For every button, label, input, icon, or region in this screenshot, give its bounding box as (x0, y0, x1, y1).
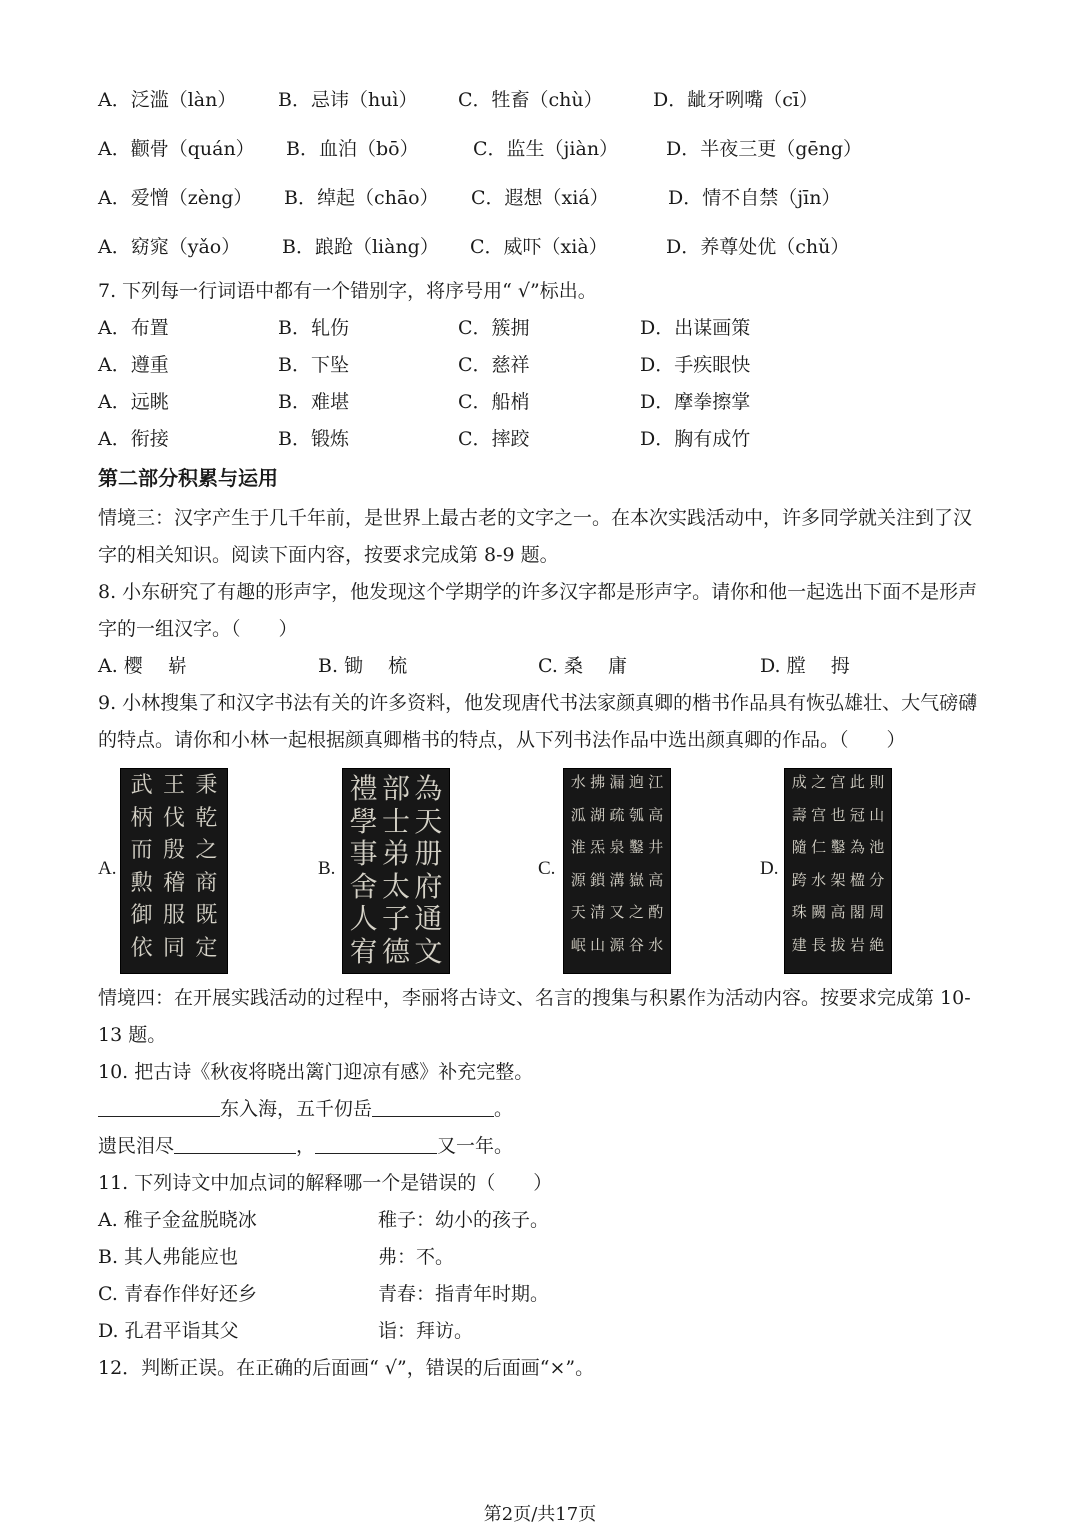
calligraphy-glyph: 則 (869, 773, 885, 791)
calligraphy-glyph: 為 (849, 838, 865, 856)
calligraphy-glyph: 伐 (162, 805, 185, 831)
calligraphy-glyph: 同 (162, 935, 185, 961)
calligraphy-glyph: 泒 (570, 805, 586, 824)
calligraphy-glyph: 仁 (811, 838, 827, 856)
calligraphy-glyph: 禮 (349, 772, 378, 805)
calligraphy-glyph: 秉 (195, 773, 218, 798)
calligraphy-glyph: 既 (195, 903, 218, 928)
q6-row-4 (98, 232, 982, 262)
option-a: A．颧骨（quán） (98, 138, 255, 160)
q6-row-3 (98, 183, 982, 213)
q7-stem: 7. 下列每一行词语中都有一个错别字，将序号用“ √”标出。 (98, 280, 597, 302)
poem-text: 又一年。 (437, 1135, 514, 1157)
calligraphy-glyph: 此 (849, 773, 865, 791)
option-d: D．出谋画策 (640, 317, 751, 339)
calligraphy-glyph: 學 (349, 804, 378, 838)
q11-item-text: B. 其人弗能应也 (98, 1246, 239, 1268)
option-b: B．轧伤 (278, 317, 349, 339)
option-c: C．簇拥 (458, 317, 530, 339)
q11-item-a (98, 1205, 982, 1235)
q6-row-2 (98, 134, 982, 164)
q11-stem: 11. 下列诗文中加点词的解释哪一个是错误的（ ） (98, 1172, 553, 1194)
q7-row-4 (98, 424, 982, 454)
calligraphy-glyph: 泉 (609, 838, 625, 856)
option-d: D．半夜三更（gēng） (666, 138, 863, 160)
calligraphy-glyph: 湖 (590, 805, 606, 824)
option-b: B．绰起（chāo） (284, 187, 439, 209)
q7-row-1 (98, 313, 982, 343)
calligraphy-image-d (784, 768, 892, 974)
option-a: A．爱憎（zèng） (98, 187, 253, 209)
q8-options (98, 651, 982, 681)
calligraphy-glyph: 御 (130, 903, 153, 928)
calligraphy-glyph: 又 (609, 903, 625, 921)
q11-item-explanation: 稚子：幼小的孩子。 (378, 1209, 550, 1231)
calligraphy-glyph: 宫 (830, 773, 846, 791)
calligraphy-glyph: 逈 (628, 773, 644, 791)
answer-blank[interactable] (372, 1096, 494, 1117)
option-b: B. 锄 梳 (318, 655, 408, 677)
q11-item-explanation: 弗：不。 (378, 1246, 455, 1268)
calligraphy-glyph: 岩 (849, 935, 865, 954)
scene3-text-2: 字的相关知识。阅读下面内容，按要求完成第 8-9 题。 (98, 544, 559, 566)
calligraphy-glyph: 之 (811, 773, 827, 791)
q10-line-2 (98, 1131, 988, 1161)
q11-item-text: C. 青春作伴好还乡 (98, 1283, 257, 1305)
option-d: D. 膛 拇 (760, 655, 850, 677)
calligraphy-glyph: 定 (195, 935, 218, 961)
calligraphy-glyph: 岷 (570, 935, 586, 954)
poem-text: 遗民泪尽 (98, 1135, 175, 1157)
calligraphy-glyph: 士 (381, 804, 410, 838)
calligraphy-glyph: 高 (648, 805, 664, 824)
option-d: D．情不自禁（jīn） (668, 187, 841, 209)
option-d: D．胸有成竹 (640, 428, 751, 450)
scene3-text-1: 情境三：汉字产生于几千年前，是世界上最古老的文字之一。在本次实践活动中，许多同学就关注到了汉 (98, 507, 973, 529)
calligraphy-glyph: 稽 (162, 870, 185, 896)
calligraphy-glyph: 鑿 (628, 838, 644, 856)
calligraphy-glyph: 山 (590, 935, 606, 954)
calligraphy-glyph: 通 (414, 902, 443, 935)
calligraphy-glyph: 高 (830, 903, 846, 921)
calligraphy-glyph: 拂 (590, 773, 606, 791)
option-a: A．遵重 (98, 354, 169, 376)
calligraphy-glyph: 拔 (830, 935, 846, 954)
q11-item-c (98, 1279, 982, 1309)
calligraphy-glyph: 王 (162, 773, 185, 798)
q8-stem-2: 字的一组汉字。（ ） (98, 618, 298, 640)
calligraphy-glyph: 清 (590, 903, 606, 921)
option-c: C．船梢 (458, 391, 530, 413)
option-d: D．摩拳擦掌 (640, 391, 751, 413)
q8-stem-1: 8. 小东研究了有趣的形声字，他发现这个学期学的许多汉字都是形声字。请你和他一起选出下面不是形声 (98, 581, 978, 603)
calligraphy-glyph: 宥 (349, 934, 378, 968)
calligraphy-label-b: B. (318, 858, 336, 879)
option-b: B．难堪 (278, 391, 349, 413)
calligraphy-glyph: 之 (628, 903, 644, 921)
calligraphy-glyph: 乾 (195, 805, 218, 831)
calligraphy-glyph: 而 (130, 838, 153, 863)
option-b: B．下坠 (278, 354, 349, 376)
calligraphy-image-a (120, 768, 228, 974)
calligraphy-glyph: 水 (570, 773, 586, 791)
calligraphy-glyph: 事 (349, 837, 378, 870)
calligraphy-glyph: 服 (162, 903, 185, 928)
option-a: A．布置 (98, 317, 169, 339)
option-c: C．遐想（xiá） (471, 187, 609, 209)
calligraphy-glyph: 瓠 (628, 805, 644, 824)
calligraphy-glyph: 冠 (849, 805, 865, 824)
option-d: D．龇牙咧嘴（cī） (653, 89, 818, 111)
calligraphy-glyph: 絶 (869, 935, 885, 954)
poem-text: ， (296, 1135, 316, 1157)
option-b: B．血泊（bō） (286, 138, 419, 160)
calligraphy-glyph: 酌 (648, 903, 664, 921)
calligraphy-glyph: 壽 (791, 805, 807, 824)
calligraphy-glyph: 也 (830, 805, 846, 824)
q7-row-2 (98, 350, 982, 380)
calligraphy-glyph: 為 (414, 772, 443, 805)
poem-text: 。 (494, 1098, 514, 1120)
calligraphy-glyph: 江 (648, 773, 664, 791)
calligraphy-glyph: 谷 (628, 935, 644, 954)
calligraphy-glyph: 殷 (162, 838, 185, 863)
q7-row-3 (98, 387, 982, 417)
calligraphy-glyph: 閣 (849, 903, 865, 921)
calligraphy-glyph: 鑿 (830, 838, 846, 856)
calligraphy-glyph: 舍 (349, 869, 378, 903)
calligraphy-glyph: 建 (791, 935, 807, 954)
calligraphy-glyph: 井 (648, 838, 664, 856)
calligraphy-glyph: 珠 (791, 903, 807, 921)
calligraphy-glyph: 武 (130, 773, 153, 798)
q10-line-1 (98, 1094, 988, 1124)
q11-item-b (98, 1242, 982, 1272)
option-a: A．窈窕（yǎo） (98, 236, 241, 258)
calligraphy-glyph: 人 (349, 902, 378, 935)
calligraphy-glyph: 水 (811, 870, 827, 889)
option-b: B．踉跄（liàng） (282, 236, 439, 258)
scene4-text-1: 情境四：在开展实践活动的过程中，李丽将古诗文、名言的搜集与积累作为活动内容。按要求完成第 10- (98, 987, 971, 1009)
calligraphy-glyph: 源 (570, 870, 586, 889)
option-a: A．泛滥（làn） (98, 89, 237, 111)
calligraphy-glyph: 漏 (609, 773, 625, 791)
page-number: 第2页/共17页 (483, 1504, 597, 1525)
q11-item-explanation: 诣：拜访。 (378, 1320, 474, 1342)
calligraphy-label-c: C. (538, 858, 556, 879)
option-b: B．锻炼 (278, 428, 349, 450)
calligraphy-glyph: 府 (414, 869, 443, 903)
option-c: C．摔跤 (458, 428, 530, 450)
calligraphy-glyph: 依 (130, 935, 153, 961)
calligraphy-glyph: 周 (869, 903, 885, 921)
q10-stem: 10. 把古诗《秋夜将晓出篱门迎凉有感》补充完整。 (98, 1061, 534, 1083)
q6-row-1 (98, 85, 982, 115)
calligraphy-glyph: 子 (381, 902, 410, 935)
calligraphy-glyph: 天 (570, 903, 586, 921)
calligraphy-glyph: 溝 (609, 870, 625, 889)
calligraphy-glyph: 部 (381, 772, 410, 805)
calligraphy-glyph: 炁 (590, 838, 606, 856)
answer-blank[interactable] (315, 1133, 437, 1154)
q9-stem-2: 的特点。请你和小林一起根据颜真卿楷书的特点，从下列书法作品中选出颜真卿的作品。（ ） (98, 729, 906, 751)
calligraphy-label-d: D. (760, 858, 779, 879)
calligraphy-glyph: 册 (414, 837, 443, 870)
calligraphy-glyph: 隨 (791, 838, 807, 856)
option-c: C．威吓（xià） (470, 236, 608, 258)
calligraphy-glyph: 高 (648, 870, 664, 889)
calligraphy-glyph: 鎖 (590, 870, 606, 889)
calligraphy-image-c (563, 768, 671, 974)
calligraphy-glyph: 商 (195, 870, 218, 896)
calligraphy-glyph: 之 (195, 838, 218, 863)
option-d: D．手疾眼快 (640, 354, 751, 376)
calligraphy-glyph: 淮 (570, 838, 586, 856)
q11-item-text: D. 孔君平诣其父 (98, 1320, 239, 1342)
q11-item-explanation: 青春：指青年时期。 (378, 1283, 550, 1305)
calligraphy-glyph: 弟 (381, 837, 410, 870)
calligraphy-glyph: 柄 (130, 805, 153, 831)
calligraphy-glyph: 架 (830, 870, 846, 889)
calligraphy-glyph: 文 (414, 934, 443, 968)
calligraphy-glyph: 太 (381, 869, 410, 903)
option-a: A．远眺 (98, 391, 169, 413)
q11-item-text: A. 稚子金盆脱晓冰 (98, 1209, 257, 1231)
q11-item-d (98, 1316, 982, 1346)
section-heading: 第二部分积累与运用 (98, 466, 278, 490)
calligraphy-glyph: 分 (869, 870, 885, 889)
answer-blank[interactable] (98, 1096, 220, 1117)
poem-text: 东入海，五千仞岳 (220, 1098, 373, 1120)
option-a: A．衔接 (98, 428, 169, 450)
calligraphy-label-a: A. (98, 858, 117, 879)
option-d: D．养尊处优（chǔ） (666, 236, 850, 258)
calligraphy-glyph: 楹 (849, 870, 865, 889)
calligraphy-glyph: 宫 (811, 805, 827, 824)
q12-stem: 12．判断正误。在正确的后面画“ √”，错误的后面画“×”。 (98, 1357, 595, 1379)
calligraphy-glyph: 池 (869, 838, 885, 856)
option-b: B．忌讳（huì） (278, 89, 418, 111)
calligraphy-glyph: 跨 (791, 870, 807, 889)
calligraphy-glyph: 水 (648, 935, 664, 954)
calligraphy-glyph: 天 (414, 804, 443, 838)
calligraphy-image-b (342, 768, 450, 974)
q9-stem-1: 9. 小林搜集了和汉字书法有关的许多资料，他发现唐代书法家颜真卿的楷书作品具有恢弘雄壮、大气磅礴 (98, 692, 978, 714)
calligraphy-glyph: 山 (869, 805, 885, 824)
calligraphy-glyph: 闕 (811, 903, 827, 921)
option-c: C. 桑 庸 (538, 655, 627, 677)
calligraphy-glyph: 長 (811, 935, 827, 954)
scene4-text-2: 13 题。 (98, 1024, 167, 1046)
calligraphy-glyph: 疏 (609, 805, 625, 824)
calligraphy-glyph: 源 (609, 935, 625, 954)
calligraphy-glyph: 德 (381, 934, 410, 968)
answer-blank[interactable] (174, 1133, 296, 1154)
option-c: C．监生（jiàn） (473, 138, 619, 160)
calligraphy-glyph: 嶽 (628, 870, 644, 889)
option-a: A. 樱 崭 (98, 655, 187, 677)
calligraphy-glyph: 成 (791, 773, 807, 791)
option-c: C．慈祥 (458, 354, 530, 376)
option-c: C．牲畜（chù） (458, 89, 603, 111)
calligraphy-glyph: 勲 (130, 870, 153, 896)
